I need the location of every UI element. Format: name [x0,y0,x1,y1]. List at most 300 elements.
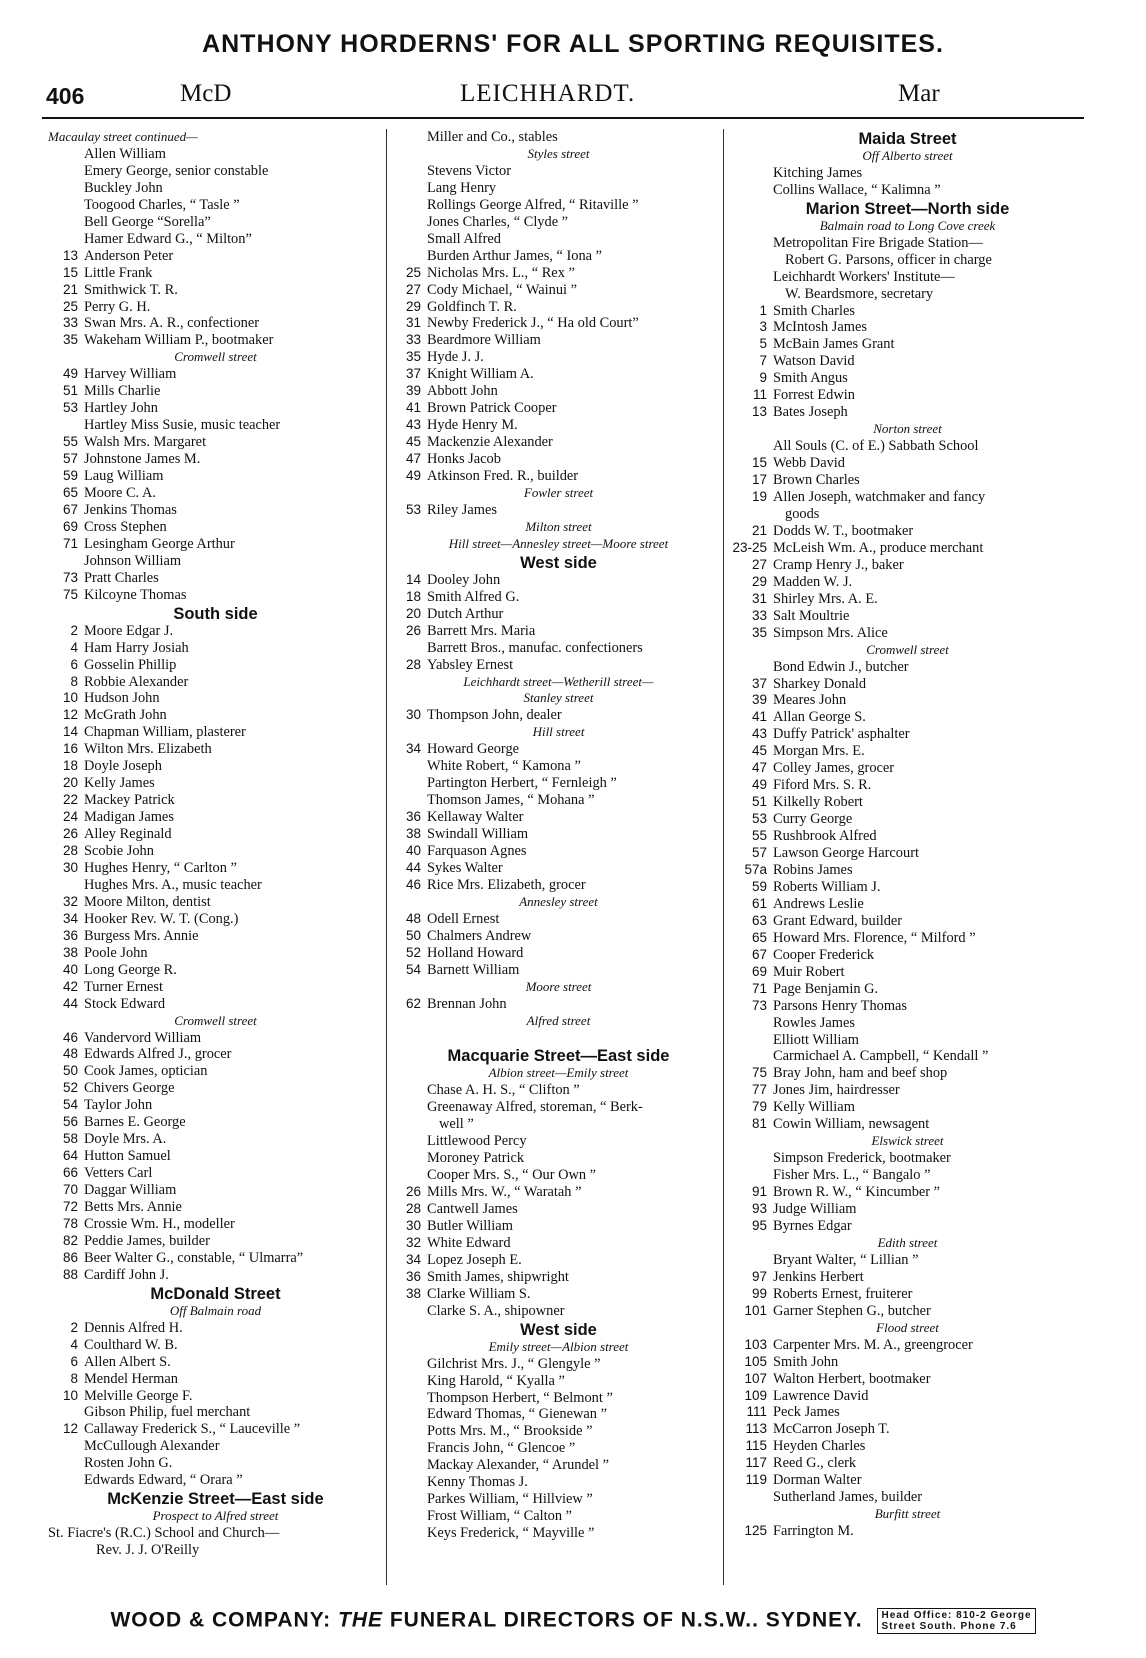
house-number: 15 [751,455,767,471]
house-number: 73 [62,569,78,585]
directory-entry [731,489,1084,506]
directory-entry [48,248,383,265]
directory-entry [391,468,726,485]
directory-entry [731,370,1084,387]
house-number: 44 [405,859,421,875]
house-number: 88 [62,1266,78,1282]
cross-street: Norton street [873,421,942,437]
resident-name: Smith James, shipwright [427,1268,569,1285]
house-number: 10 [62,1387,78,1403]
resident-name: Hutton Samuel [84,1148,171,1165]
house-number: 43 [405,417,421,433]
resident-name: McBain James Grant [773,336,895,353]
directory-entry [731,777,1084,794]
resident-name: Butler William [427,1218,513,1234]
directory-entry [391,572,726,589]
directory-entry [48,265,383,282]
resident-name: Mackey Patrick [84,792,175,809]
directory-entry [48,979,383,996]
directory-entry: Thomson James, “ Mohana ” [427,792,595,809]
house-number: 51 [62,383,78,399]
house-number: 113 [745,1421,767,1437]
directory-entry [48,996,383,1013]
resident-name: McLeish Wm. A., produce merchant [773,539,984,556]
resident-name: Poole John [84,944,148,961]
house-number: 4 [70,639,78,655]
house-number: 7 [759,353,767,369]
directory-column-1 [48,129,383,1559]
directory-entry: Barrett Bros., manufac. confectioners [427,639,643,656]
directory-entry [48,1388,383,1405]
house-number: 21 [62,281,78,297]
directory-entry [731,1082,1084,1099]
resident-name: Thompson John, dealer [427,707,562,724]
house-number: 23-25 [732,539,767,555]
resident-name: Knight William A. [427,366,534,383]
resident-name: Cross Stephen [84,518,167,535]
resident-name: McCarron Joseph T. [773,1421,890,1438]
directory-entry [391,417,726,434]
directory-entry [391,451,726,468]
directory-entry [48,1063,383,1080]
resident-name: McIntosh James [773,319,867,336]
directory-entry [731,726,1084,743]
house-number: 38 [62,944,78,960]
directory-entry: Metropolitan Fire Brigade Station— [773,234,983,251]
directory-entry [48,1182,383,1199]
resident-name: Holland Howard [427,944,524,961]
resident-name: Cantwell James [427,1201,518,1218]
resident-name: Anderson Peter [84,247,174,264]
house-number: 1 [759,302,767,318]
house-number: 38 [405,1285,421,1301]
directory-entry: Lang Henry [427,179,497,196]
resident-name: Andrews Leslie [773,895,864,912]
house-number: 35 [62,332,78,348]
directory-entry [48,690,383,707]
house-number: 27 [751,556,767,572]
directory-entry [731,319,1084,336]
house-number: 32 [405,1234,421,1250]
resident-name: Hudson John [84,690,160,707]
resident-name: Walton Herbert, bootmaker [773,1370,931,1387]
house-number: 12 [62,707,78,723]
directory-entry [731,1065,1084,1082]
directory-entry [48,1216,383,1233]
directory-entry [48,792,383,809]
resident-name: Chapman William, plasterer [84,724,246,741]
directory-entry [731,692,1084,709]
directory-entry [48,570,383,587]
resident-name: Vetters Carl [84,1165,153,1182]
house-number: 51 [751,794,767,810]
resident-name: Lesingham George Arthur [84,535,235,552]
directory-entry [48,640,383,657]
cross-street: Moore street [525,978,592,994]
street-heading: West side [520,1320,597,1339]
directory-entry [48,1030,383,1047]
directory-entry [48,809,383,826]
resident-name: Hooker Rev. W. T. (Cong.) [84,910,239,927]
house-number: 46 [405,876,421,892]
directory-entry: Partington Herbert, “ Fernleigh ” [427,775,617,792]
directory-entry [48,741,383,758]
house-number: 67 [751,946,767,962]
directory-entry [391,502,726,519]
directory-entry [731,557,1084,574]
directory-entry [731,811,1084,828]
resident-name: Newby Frederick J., “ Ha old Court” [427,315,639,332]
header-suburb-title: LEICHHARDT. [460,80,636,107]
resident-name: Dorman Walter [773,1472,862,1489]
resident-name: Peddie James, builder [84,1232,210,1249]
resident-name: Roberts William J. [773,878,881,895]
house-number: 75 [62,586,78,602]
directory-entry [48,502,383,519]
resident-name: Edwards Alfred J., grocer [84,1046,232,1063]
directory-entry: Littlewood Percy [427,1133,527,1150]
house-number: 32 [62,893,78,909]
directory-entry: McCullough Alexander [84,1438,220,1455]
cross-street: Hill street—Annesley street—Moore street [448,535,669,551]
street-heading: West side [520,553,597,572]
directory-entry [391,741,726,758]
directory-entry [731,540,1084,557]
directory-entry [391,349,726,366]
resident-name: Burgess Mrs. Annie [84,927,199,944]
directory-entry [731,828,1084,845]
directory-entry [48,657,383,674]
directory-entry [391,400,726,417]
cross-street: Flood street [876,1319,939,1335]
house-number: 58 [62,1131,78,1147]
house-number: 33 [62,315,78,331]
house-number: 36 [405,809,421,825]
resident-name: Mills Charlie [84,383,161,400]
resident-name: Forrest Edwin [773,387,855,404]
directory-entry: Leichhardt Workers' Institute— [773,268,955,285]
directory-entry [731,472,1084,489]
directory-entry: Allen William [84,145,166,162]
resident-name: Robbie Alexander [84,673,189,690]
directory-entry [48,587,383,604]
house-number: 34 [405,1251,421,1267]
resident-name: Dutch Arthur [427,605,504,622]
street-extent: Off Balmain road [169,1302,262,1318]
house-number: 109 [744,1387,767,1403]
header-left-guide: McD [180,80,232,107]
cross-street: Milton street [525,518,592,534]
resident-name: Morgan Mrs. E. [773,743,865,760]
resident-name: Salt Moultrie [773,607,850,624]
resident-name: Perry G. H. [84,298,151,315]
directory-entry [731,1455,1084,1472]
directory-entry [731,676,1084,693]
house-number: 97 [751,1268,767,1284]
resident-name: Alley Reginald [84,826,172,843]
directory-entry: Frost William, “ Calton ” [427,1508,573,1525]
house-number: 30 [405,1218,421,1233]
house-number: 5 [759,336,767,352]
resident-name: McGrath John [84,707,167,724]
directory-entry [48,724,383,741]
house-number: 101 [744,1302,767,1318]
house-number: 99 [751,1285,767,1301]
resident-name: Watson David [773,353,855,370]
house-number: 26 [405,622,421,638]
resident-name: Shirley Mrs. A. E. [773,590,878,607]
resident-name: Wakeham William P., bootmaker [84,332,274,349]
directory-entry [731,964,1084,981]
directory-entry [391,996,726,1013]
house-number: 81 [751,1116,767,1132]
house-number: 57a [744,861,767,877]
directory-entry: Bryant Walter, “ Lillian ” [773,1251,919,1268]
resident-name: Howard Mrs. Florence, “ Milford ” [773,929,976,946]
directory-entry [48,623,383,640]
directory-column-3 [731,129,1084,1540]
house-number: 49 [405,468,421,484]
resident-name: Brennan John [427,995,507,1012]
resident-name: Muir Robert [773,963,845,980]
cross-street: Burfitt street [874,1506,941,1522]
directory-entry [48,1267,383,1284]
directory-entry: Chase A. H. S., “ Clifton ” [427,1082,580,1099]
directory-entry: Rosten John G. [84,1455,173,1472]
directory-entry [731,1371,1084,1388]
house-number: 105 [744,1353,767,1369]
directory-entry: Hughes Mrs. A., music teacher [84,876,262,893]
directory-entry: Johnson William [84,552,182,569]
house-number: 111 [746,1404,767,1420]
directory-entry [48,468,383,485]
resident-name: Clarke William S. [427,1285,531,1302]
house-number: 95 [751,1218,767,1233]
house-number: 54 [62,1097,78,1113]
house-number: 57 [751,845,767,861]
directory-entry [731,1354,1084,1371]
directory-entry [731,404,1084,421]
directory-entry [48,1337,383,1354]
resident-name: Beer Walter G., constable, “ Ulmarra” [84,1249,304,1266]
directory-entry [391,1201,726,1218]
house-number: 49 [62,366,78,382]
resident-name: Crossie Wm. H., modeller [84,1216,235,1232]
directory-entry [391,1184,726,1201]
house-number: 46 [62,1029,78,1045]
directory-entry [731,1218,1084,1235]
directory-entry [48,299,383,316]
house-number: 26 [405,1184,421,1200]
entry-continuation: W. Beardsmore, secretary [785,285,934,302]
street-extent: Prospect to Alfred street [152,1508,279,1524]
house-number: 57 [62,451,78,467]
directory-entry [391,843,726,860]
house-number: 53 [405,501,421,517]
directory-entry [48,911,383,928]
house-number: 117 [745,1455,767,1471]
house-number: 16 [62,741,78,757]
street-extent: Off Alberto street [862,147,953,163]
resident-name: Long George R. [84,961,177,978]
directory-entry [48,674,383,691]
house-number: 20 [62,775,78,791]
resident-name: Honks Jacob [427,451,501,468]
house-number: 37 [751,675,767,691]
resident-name: Gosselin Phillip [84,656,177,673]
directory-entry [48,758,383,775]
advert-company: WOOD & COMPANY: [110,1608,332,1632]
directory-entry [731,574,1084,591]
resident-name: Cooper Frederick [773,946,875,963]
resident-name: Cody Michael, “ Wainui ” [427,281,578,298]
house-number: 48 [62,1046,78,1062]
cross-street: Alfred street [526,1012,591,1028]
house-number: 59 [751,878,767,894]
house-number: 59 [62,468,78,484]
house-number: 103 [744,1336,767,1352]
directory-entry [731,794,1084,811]
resident-name: Kilcoyne Thomas [84,586,187,603]
resident-name: Daggar William [84,1182,177,1199]
house-number: 37 [405,366,421,382]
directory-entry [48,843,383,860]
directory-entry [48,383,383,400]
resident-name: Chalmers Andrew [427,927,532,944]
house-number: 41 [751,709,767,725]
house-number: 36 [405,1268,421,1284]
directory-entry [731,1116,1084,1133]
directory-entry [48,1233,383,1250]
directory-entry: Gibson Philip, fuel merchant [84,1404,251,1421]
house-number: 30 [405,707,421,723]
house-number: 25 [405,264,421,280]
directory-entry: Collins Wallace, “ Kalimna ” [773,181,941,198]
header-rule [42,117,1084,119]
resident-name: Duffy Patrick' asphalter [773,726,910,743]
house-number: 67 [62,501,78,517]
resident-name: Brown Patrick Cooper [427,400,557,417]
resident-name: Simpson Mrs. Alice [773,624,888,641]
house-number: 8 [70,673,78,689]
house-number: 13 [751,404,767,420]
directory-entry [48,1131,383,1148]
directory-entry: Edwards Edward, “ Orara ” [84,1472,243,1489]
directory-entry: St. Fiacre's (R.C.) School and Church— [48,1525,280,1542]
directory-entry [731,625,1084,642]
house-number: 21 [751,522,767,538]
house-number: 44 [62,995,78,1011]
house-number: 14 [62,724,78,740]
house-number: 33 [405,332,421,348]
house-number: 55 [751,828,767,844]
resident-name: Meares John [773,692,847,709]
entry-continuation: well ” [439,1116,474,1133]
house-number: 34 [62,910,78,926]
advert-head-office [877,1608,1035,1634]
directory-entry [48,1114,383,1131]
house-number: 93 [751,1201,767,1217]
directory-entry: King Harold, “ Kyalla ” [427,1372,565,1389]
resident-name: Smith Charles [773,302,855,319]
header-right-guide: Mar [898,80,940,107]
house-number: 52 [62,1080,78,1096]
resident-name: Moore C. A. [84,485,156,502]
house-number: 39 [405,383,421,399]
directory-entry: Kenny Thomas J. [427,1474,528,1491]
directory-entry [391,707,726,724]
directory-entry [731,1286,1084,1303]
directory-entry [48,400,383,417]
directory-entry [391,589,726,606]
entry-continuation: Rev. J. J. O'Reilly [96,1542,200,1559]
resident-name: Cook James, optician [84,1063,208,1080]
directory-entry: Edward Thomas, “ Gienewan ” [427,1406,607,1423]
house-number: 79 [751,1099,767,1115]
directory-entry [48,1199,383,1216]
directory-entry: Bond Edwin J., butcher [773,658,909,675]
resident-name: White Edward [427,1234,511,1251]
directory-entry [391,911,726,928]
resident-name: Farrington M. [773,1523,854,1540]
house-number: 47 [405,451,421,467]
resident-name: Bray John, ham and beef shop [773,1065,948,1082]
house-number: 53 [751,811,767,827]
cross-street: Leichhardt street—Wetherill street— [463,673,654,689]
resident-name: Doyle Mrs. A. [84,1131,167,1148]
resident-name: Moore Milton, dentist [84,893,211,910]
resident-name: Peck James [773,1404,840,1421]
directory-entry [48,1097,383,1114]
house-number: 15 [62,264,78,280]
directory-entry [731,845,1084,862]
resident-name: Atkinson Fred. R., builder [427,468,579,485]
house-number: 27 [405,281,421,297]
house-number: 54 [405,961,421,977]
house-number: 50 [405,927,421,943]
resident-name: Chivers George [84,1080,175,1097]
house-number: 18 [62,758,78,774]
house-number: 28 [405,656,421,672]
directory-entry [731,1523,1084,1540]
directory-entry [48,536,383,553]
directory-entry [391,809,726,826]
house-number: 115 [745,1438,767,1454]
house-number: 125 [744,1523,767,1539]
resident-name: Lawrence David [773,1387,869,1404]
directory-entry: Sutherland James, builder [773,1489,923,1506]
house-number: 18 [405,588,421,604]
resident-name: Colley James, grocer [773,760,895,777]
directory-entry [731,336,1084,353]
cross-street: Cromwell street [866,641,949,657]
house-number: 61 [751,895,767,911]
house-number: 55 [62,434,78,450]
continued-note: Macaulay street continued— [48,129,198,144]
resident-name: Wilton Mrs. Elizabeth [84,741,212,758]
directory-entry: Gilchrist Mrs. J., “ Glengyle ” [427,1355,601,1372]
resident-name: Cardiff John J. [84,1266,169,1283]
advert-head-office-line1: Head Office: 810-2 George [881,1610,1032,1621]
directory-entry: Mackay Alexander, “ Arundel ” [427,1457,610,1474]
resident-name: Reed G., clerk [773,1455,857,1472]
directory-entry [48,1371,383,1388]
directory-entry [731,1404,1084,1421]
directory-entry [731,879,1084,896]
resident-name: Kilkelly Robert [773,794,863,811]
directory-entry [731,608,1084,625]
directory-entry [391,332,726,349]
